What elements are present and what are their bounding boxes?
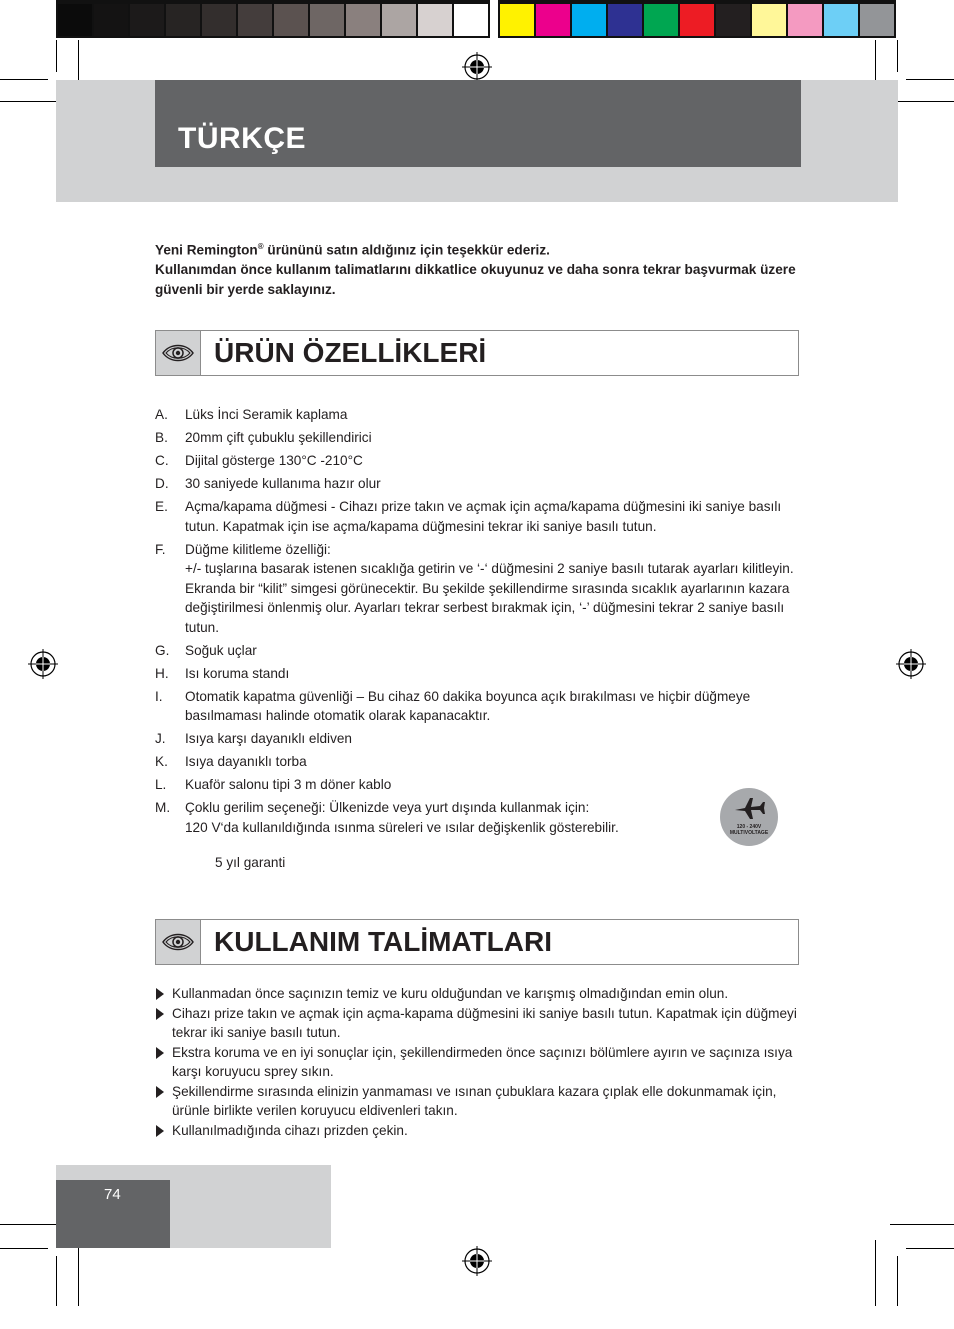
crop-mark bbox=[897, 40, 898, 72]
color-swatch bbox=[130, 4, 164, 36]
airplane-icon bbox=[732, 794, 766, 824]
instruction-text: Kullanmadan önce saçınızın temiz ve kuru olduğundan ve karışmış olmadığından emin olun. bbox=[172, 986, 729, 1001]
color-swatch bbox=[680, 4, 714, 36]
feature-item bbox=[155, 428, 805, 448]
arrow-bullet-icon bbox=[155, 984, 172, 1004]
color-swatch bbox=[202, 4, 236, 36]
instruction-item bbox=[155, 1043, 805, 1082]
feature-text-block bbox=[185, 451, 805, 471]
color-swatch bbox=[238, 4, 272, 36]
crop-mark bbox=[56, 1256, 57, 1306]
color-swatch bbox=[454, 4, 488, 36]
feature-text-block bbox=[185, 540, 805, 638]
crop-mark bbox=[78, 1240, 79, 1306]
instruction-text: Cihazı prize takın ve açmak için açma-kapama düğmesini iki saniye basılı tutun. Kapatmak için düğmeyi tekrar iki saniye basılı tutun. bbox=[172, 1005, 797, 1040]
color-swatch bbox=[608, 4, 642, 36]
feature-text: Isıya karşı dayanıklı eldiven bbox=[185, 731, 352, 746]
intro-line1 bbox=[155, 237, 815, 260]
feature-item bbox=[155, 641, 805, 661]
crop-mark bbox=[875, 1240, 876, 1306]
feature-letter: B. bbox=[155, 430, 168, 445]
color-swatch bbox=[500, 4, 534, 36]
instruction-item bbox=[155, 1082, 805, 1121]
intro-text bbox=[155, 237, 815, 299]
section-icon-box bbox=[156, 920, 201, 964]
feature-item bbox=[155, 687, 805, 726]
feature-letter: C. bbox=[155, 453, 169, 468]
multivoltage-text: MULTIVOLTAGE bbox=[729, 829, 769, 836]
feature-letter: M. bbox=[155, 800, 171, 815]
feature-text: 30 saniyede kullanıma hazır olur bbox=[185, 476, 381, 491]
feature-text-block bbox=[185, 798, 805, 837]
feature-item bbox=[155, 474, 805, 494]
color-swatch bbox=[536, 4, 570, 36]
eye-icon bbox=[162, 931, 194, 953]
feature-text: Otomatik kapatma güvenliği – Bu cihaz 60 dakika boyunca açık bırakılması ve hiçbir düğmeye basılmaması halinde otomatik olarak kapanacaktır. bbox=[185, 688, 751, 723]
feature-item bbox=[155, 729, 805, 749]
eye-icon bbox=[162, 342, 194, 364]
feature-item bbox=[155, 664, 805, 684]
color-swatch bbox=[572, 4, 606, 36]
page-number: 74 bbox=[104, 1186, 121, 1203]
crop-mark bbox=[906, 1248, 954, 1249]
feature-letter: F. bbox=[155, 541, 166, 557]
crop-mark bbox=[0, 79, 48, 80]
crop-mark bbox=[56, 40, 57, 72]
instruction-text: Ekstra koruma ve en iyi sonuçlar için, şekillendirmeden önce saçınızı bölümlere ayırın ve saçınıza ısıya karşı koruyucu sprey sıkın. bbox=[172, 1044, 793, 1079]
feature-text: Çoklu gerilim seçeneği: Ülkenizde veya yurt dışında kullanmak için: bbox=[185, 800, 590, 815]
arrow-bullet-icon bbox=[155, 1004, 172, 1043]
registration-mark-icon bbox=[28, 649, 58, 679]
crop-mark bbox=[0, 1224, 64, 1225]
arrow-bullet-icon bbox=[155, 1043, 172, 1082]
feature-letter: I. bbox=[155, 688, 163, 704]
feature-detail: 120 V‘da kullanıldığında ısınma süreleri ve ısılar değişkenlik gösterebilir. bbox=[185, 819, 619, 835]
crop-mark bbox=[890, 1224, 954, 1225]
feature-text-block bbox=[185, 474, 805, 494]
feature-letter: D. bbox=[155, 476, 169, 491]
instruction-item bbox=[155, 984, 805, 1004]
feature-text-block bbox=[185, 687, 805, 726]
crop-mark bbox=[906, 79, 954, 80]
page-title: TÜRKÇE bbox=[178, 122, 306, 155]
intro-thanks: ürününü satın aldığınız için teşekkür ederiz. bbox=[263, 242, 550, 258]
color-swatch bbox=[274, 4, 308, 36]
intro-brand: Yeni Remington bbox=[155, 242, 258, 258]
color-swatch bbox=[94, 4, 128, 36]
feature-text-block bbox=[185, 775, 805, 795]
feature-letter: L. bbox=[155, 777, 167, 792]
feature-text-block bbox=[185, 729, 805, 749]
section-header-features bbox=[155, 330, 799, 376]
section-title-instructions: KULLANIM TALİMATLARI bbox=[214, 926, 552, 957]
feature-text-block bbox=[185, 405, 805, 425]
instruction-text: Kullanılmadığında cihazı prizden çekin. bbox=[172, 1122, 408, 1138]
instruction-item bbox=[155, 1004, 805, 1043]
registration-mark-icon bbox=[462, 52, 492, 82]
registration-mark-icon bbox=[462, 1246, 492, 1276]
color-swatch bbox=[788, 4, 822, 36]
feature-text: Lüks İnci Seramik kaplama bbox=[185, 407, 348, 422]
color-swatch bbox=[166, 4, 200, 36]
feature-text: 20mm çift çubuklu şekillendirici bbox=[185, 430, 372, 445]
arrow-bullet-icon bbox=[155, 1082, 172, 1121]
feature-letter: A. bbox=[155, 407, 168, 422]
grayscale-swatches bbox=[56, 0, 490, 38]
feature-item bbox=[155, 752, 805, 772]
feature-text-block bbox=[185, 428, 805, 448]
color-swatch bbox=[418, 4, 452, 36]
feature-item bbox=[155, 451, 805, 471]
feature-text-block bbox=[185, 497, 805, 536]
color-swatch bbox=[824, 4, 858, 36]
color-swatch bbox=[310, 4, 344, 36]
feature-text: Isı koruma standı bbox=[185, 665, 290, 681]
feature-item bbox=[155, 540, 805, 638]
feature-letter: K. bbox=[155, 754, 168, 769]
feature-item bbox=[155, 798, 805, 837]
instructions-list bbox=[155, 984, 805, 1140]
feature-item bbox=[155, 405, 805, 425]
color-swatch bbox=[860, 4, 894, 36]
feature-letter: H. bbox=[155, 665, 169, 681]
color-swatch bbox=[58, 4, 92, 36]
feature-item bbox=[155, 497, 805, 536]
intro-line2: Kullanımdan önce kullanım talimatlarını dikkatlice okuyunuz ve daha sonra tekrar başvurmak üzere güvenli bir yerde saklayınız. bbox=[155, 262, 796, 297]
crop-mark bbox=[897, 1256, 898, 1306]
feature-text: Kuaför salonu tipi 3 m döner kablo bbox=[185, 777, 392, 792]
multivoltage-label bbox=[720, 825, 778, 836]
section-icon-box bbox=[156, 331, 201, 375]
warranty-text: 5 yıl garanti bbox=[215, 855, 286, 870]
color-swatch bbox=[752, 4, 786, 36]
registered-mark: ® bbox=[257, 242, 264, 251]
color-calibration-bar bbox=[56, 0, 896, 38]
crop-mark bbox=[890, 101, 954, 102]
feature-letter: E. bbox=[155, 499, 168, 514]
multivoltage-range: 120 - 240V bbox=[736, 824, 762, 830]
instruction-text: Şekillendirme sırasında elinizin yanmaması ve ısınan çubuklara kazara çıplak elle dokunmamak için, ürünle birlikte verilen koruyucu eldivenleri takın. bbox=[172, 1083, 777, 1118]
feature-detail: +/- tuşlarına basarak istenen sıcaklığa getirin ve ‘-‘ düğmesini 2 saniye basılı tutarak ayarları kilitleyin. Ekranda bir “kilit” simgesi görünecektir. Bu şekilde şekillendirme sırasında sıcaklık ayarlarının kazara değiştirilmesi önlenmiş olur. Ayarları tekrar serbest bırakmak için, ‘-’ düğmesini tekrar 2 saniye basılı tutun. bbox=[185, 561, 794, 635]
section-title-features: ÜRÜN ÖZELLİKLERİ bbox=[214, 337, 487, 368]
crop-mark bbox=[0, 1248, 48, 1249]
section-header-instructions bbox=[155, 919, 799, 965]
color-swatch bbox=[346, 4, 380, 36]
color-swatch bbox=[644, 4, 678, 36]
color-swatch bbox=[716, 4, 750, 36]
feature-letter: G. bbox=[155, 642, 170, 658]
feature-letter: J. bbox=[155, 731, 166, 746]
feature-text-block bbox=[185, 752, 805, 772]
process-color-swatches bbox=[498, 0, 896, 38]
feature-text: Dijital gösterge 130°C -210°C bbox=[185, 453, 363, 468]
features-list bbox=[155, 405, 805, 841]
feature-text-block bbox=[185, 641, 805, 661]
color-swatch bbox=[382, 4, 416, 36]
multivoltage-badge bbox=[720, 788, 778, 846]
feature-text: Isıya dayanıklı torba bbox=[185, 754, 307, 769]
instruction-item bbox=[155, 1121, 805, 1141]
feature-item bbox=[155, 775, 805, 795]
feature-text: Düğme kilitleme özelliği: bbox=[185, 541, 331, 557]
arrow-bullet-icon bbox=[155, 1121, 172, 1141]
feature-text-block bbox=[185, 664, 805, 684]
crop-mark bbox=[0, 101, 64, 102]
feature-text: Açma/kapama düğmesi - Cihazı prize takın ve açmak için açma/kapama düğmesini iki saniye basılı tutun. Kapatmak için ise açma/kapama düğmesini tekrar iki saniye basılı tutun. bbox=[185, 499, 782, 534]
feature-text: Soğuk uçlar bbox=[185, 642, 257, 658]
registration-mark-icon bbox=[896, 649, 926, 679]
